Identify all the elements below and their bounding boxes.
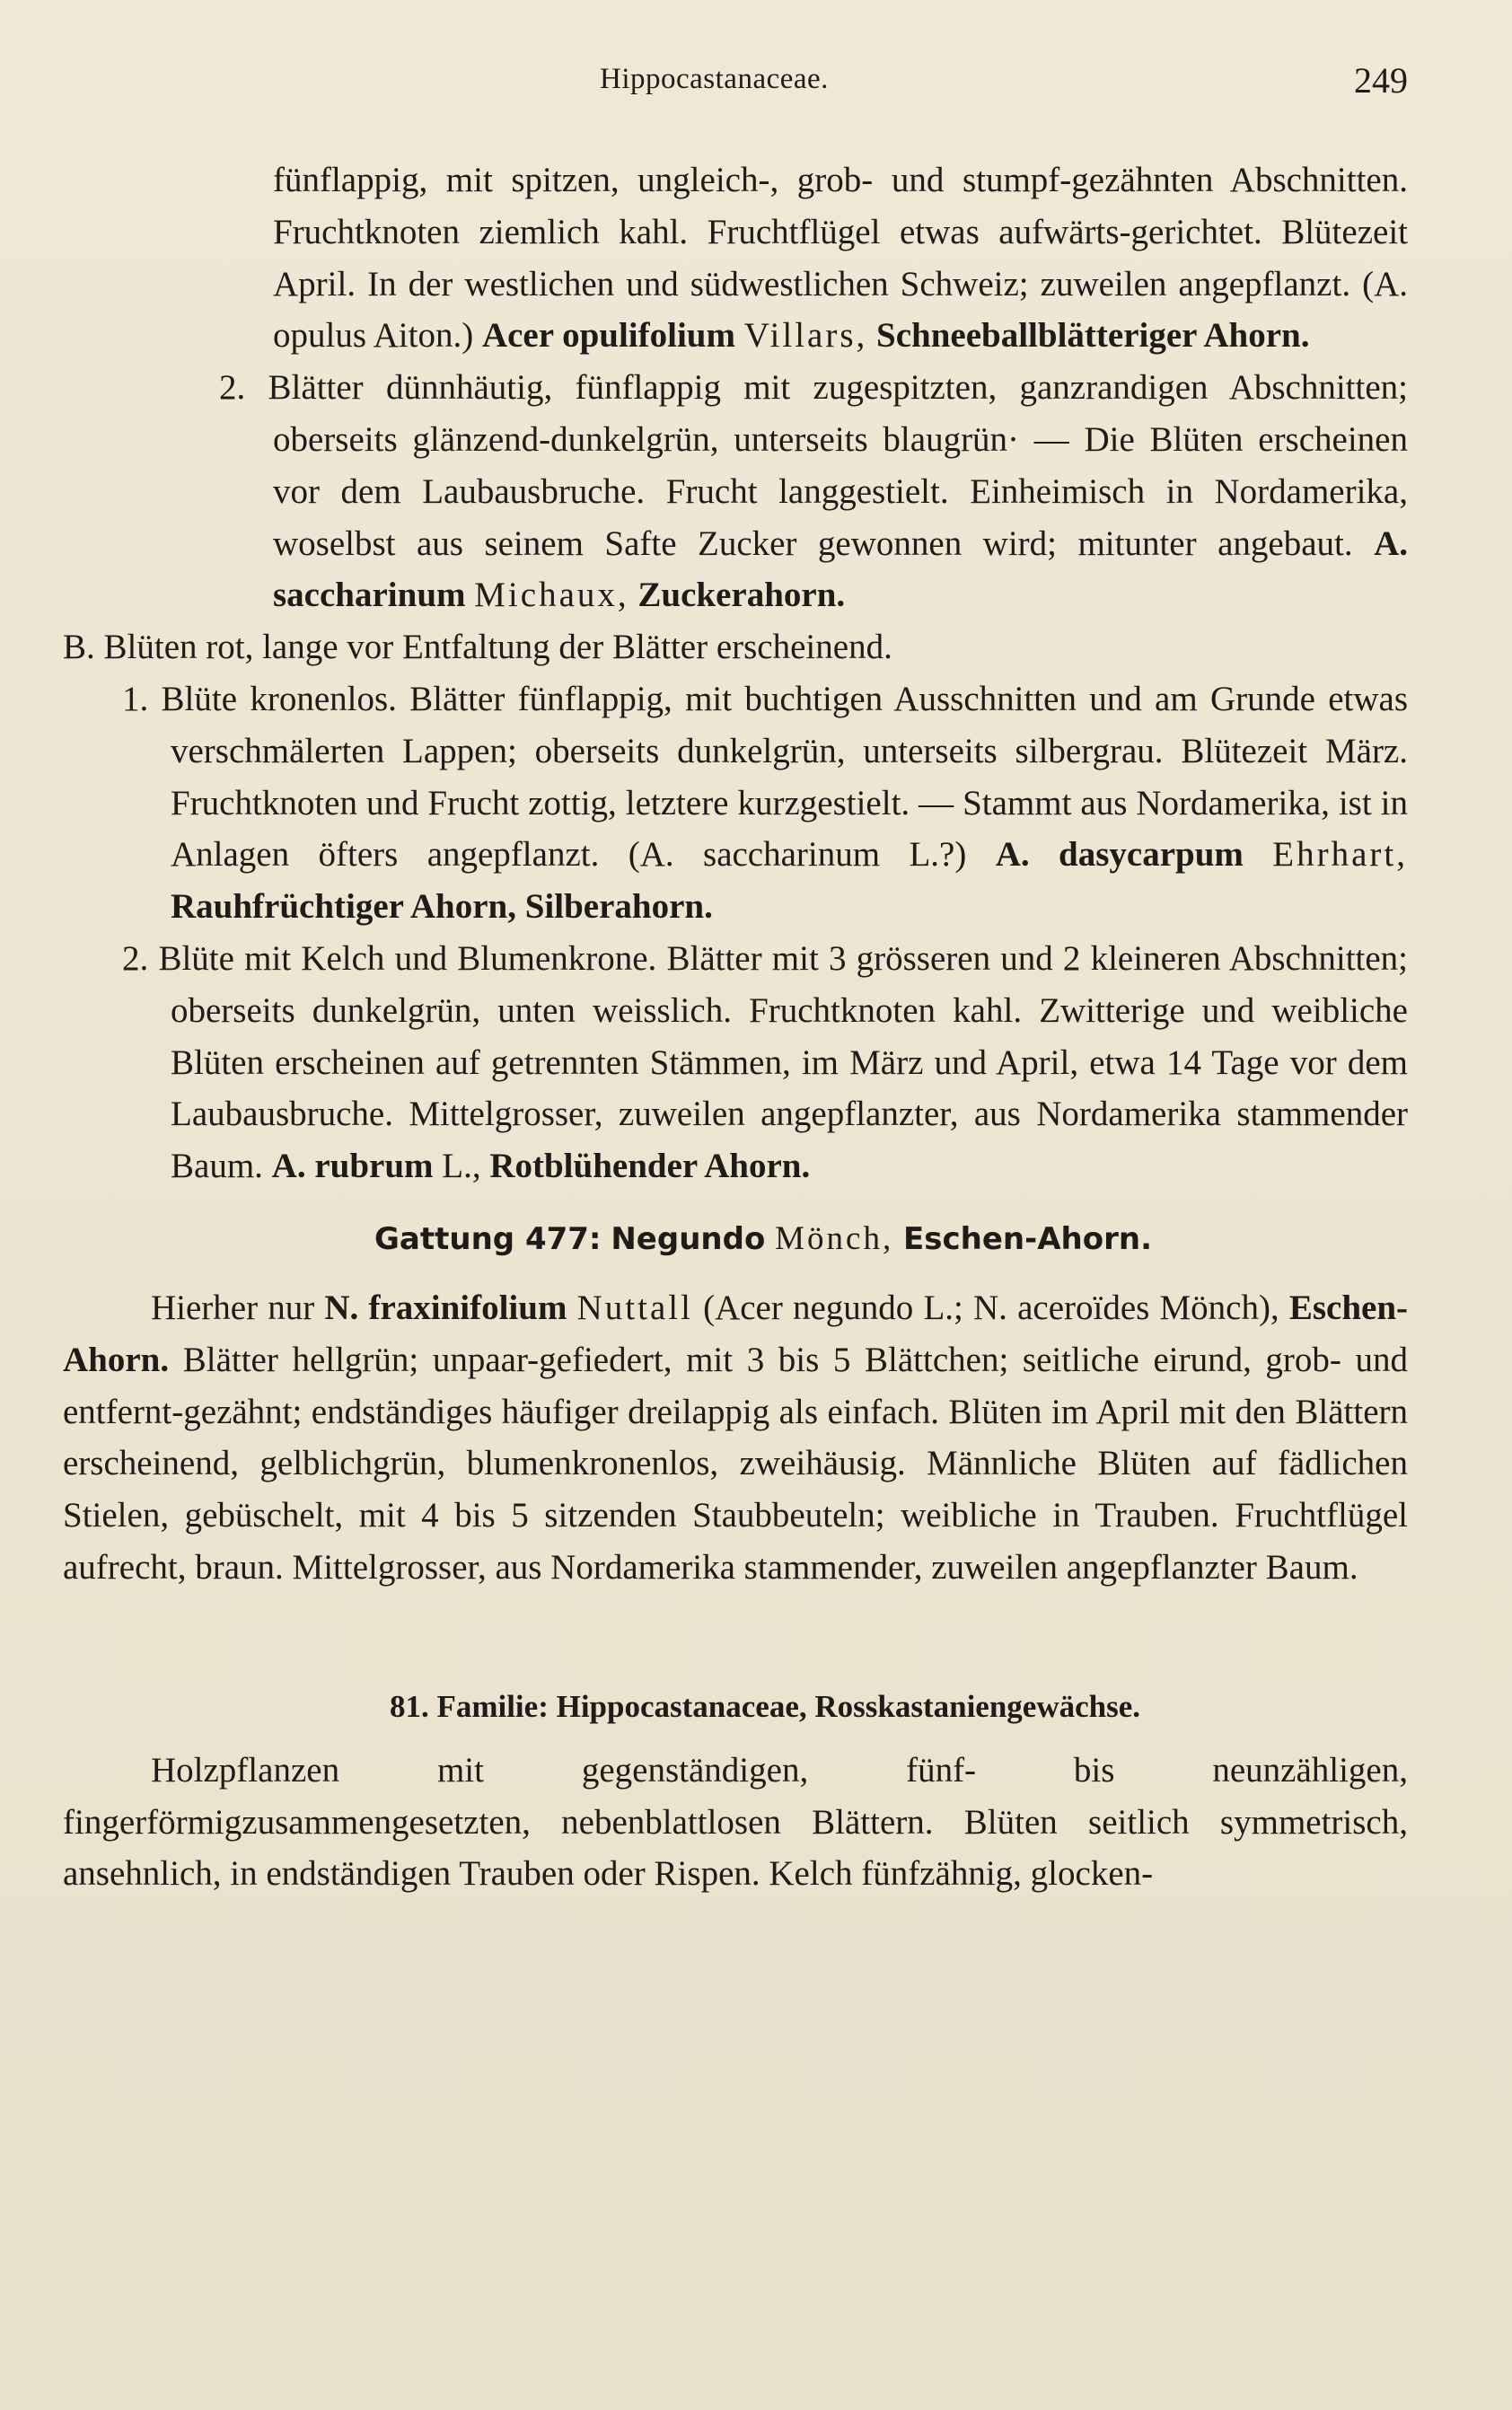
running-title: Hippocastanaceae. bbox=[600, 63, 829, 95]
common-name: Rotblühender Ahorn. bbox=[489, 1147, 811, 1186]
species-name: N. fraxinifolium bbox=[324, 1288, 567, 1327]
family-heading: 81. Familie: Hippocastanaceae, Rosskastaniengewächse. bbox=[389, 1688, 1141, 1724]
genus-heading bbox=[0, 1212, 1512, 1266]
common-name: Schneeballblätteriger Ahorn. bbox=[876, 316, 1310, 356]
item-number: 1. bbox=[122, 679, 149, 718]
page-text bbox=[0, 154, 1512, 1900]
paragraph-negundo bbox=[63, 1282, 1408, 1594]
genus-author: Mönch, bbox=[775, 1219, 894, 1257]
item-text: Blätter dünnhäutig, fünflappig mit zugespitzten, ganzrandigen Abschnitten; oberseits glänzend-dunkelgrün, unterseits blaugrün· — Die Blüten erscheinen vor dem Laubausbruche. Frucht langgestielt. Einheimisch in Nordamerika, woselbst aus seinem Safte Zucker gewonnen wird; mitunter angebaut. bbox=[268, 368, 1408, 563]
list-item-b2 bbox=[122, 933, 1409, 1192]
common-name: Rauhfrüchtiger Ahorn, Silberahorn. bbox=[171, 887, 713, 927]
paragraph-text: Blätter hellgrün; unpaar-gefiedert, mit 3 bis 5 Blättchen; seitliche eirund, grob- und entfernt-gezähnt; endständiges häufiger dreilappig als einfach. Blüten im April mit den Blättern erscheinend, gelblichgrün, blumenkronenlos, zweihäusig. Männliche Blüten auf fädlichen Stielen, gebüschelt, mit 4 bis 5 sitzenden Staubbeuteln; weibliche in Trauben. Fruchtflügel aufrecht, braun. Mittelgrosser, aus Nordamerika stammender, zuweilen angepflanzter Baum. bbox=[63, 1340, 1409, 1587]
list-item-a2 bbox=[219, 362, 1409, 621]
section-text: Blüten rot, lange vor Entfaltung der Blätter erscheinend. bbox=[103, 628, 892, 667]
species-name: A. rubrum bbox=[271, 1147, 434, 1186]
paragraph-acer-opulifolium bbox=[273, 154, 1408, 362]
genus-name: Negundo bbox=[611, 1220, 766, 1257]
species-author: Michaux, bbox=[474, 576, 629, 615]
common-name: Eschen-Ahorn. bbox=[63, 1288, 1409, 1379]
species-author: Ehrhart, bbox=[1272, 835, 1408, 875]
paragraph-intro: Hierher nur bbox=[151, 1288, 315, 1327]
genus-common-name: Eschen-Ahorn. bbox=[903, 1220, 1152, 1257]
list-item-b1 bbox=[122, 673, 1408, 933]
section-label: B. bbox=[63, 628, 95, 667]
species-author: Villars, bbox=[743, 316, 868, 356]
species-name: Acer opulifolium bbox=[481, 316, 735, 356]
species-name: A. saccharinum bbox=[273, 523, 1409, 615]
synonyms: (Acer negundo L.; N. aceroïdes Mönch), bbox=[703, 1288, 1279, 1327]
item-number: 2. bbox=[122, 938, 149, 978]
genus-label: Gattung 477: bbox=[374, 1220, 602, 1257]
species-author: Nuttall bbox=[576, 1288, 693, 1327]
page-number: 249 bbox=[1354, 60, 1408, 101]
page-header bbox=[0, 60, 1512, 108]
paragraph-text: fünflappig, mit spitzen, ungleich-, grob- und stumpf-gezähnten Abschnitten. Fruchtknoten ziemlich kahl. Fruchtflügel etwas aufwärts-gerichtet. Blütezeit April. In der westlichen und südwestlichen Schweiz; zuweilen angepflanzt. (A. opulus Aiton.) bbox=[273, 161, 1408, 356]
common-name: Zuckerahorn. bbox=[637, 576, 846, 615]
item-number: 2. bbox=[219, 368, 246, 408]
species-author: L., bbox=[442, 1147, 481, 1186]
paragraph-family: Holzpflanzen mit gegenständigen, fünf- bis neunzähligen, fingerförmigzusammengesetzten, nebenblattlosen Blättern. Blüten seitlich symmetrisch, ansehnlich, in endständigen Trauben oder Rispen. Kelch fünfzähnig, glocken- bbox=[63, 1750, 1408, 1894]
item-text: Blüte mit Kelch und Blumenkrone. Blätter mit 3 grösseren und 2 kleineren Abschnitten; oberseits dunkelgrün, unten weisslich. Fruchtknoten kahl. Zwitterige und weibliche Blüten erscheinen auf getrennten Stämmen, im März und April, etwa 14 Tage vor dem Laubausbruche. Mittelgrosser, zuweilen angepflanzter, aus Nordamerika stammender Baum. bbox=[158, 938, 1409, 1186]
species-name: A. dasycarpum bbox=[995, 835, 1244, 875]
item-text: Blüte kronenlos. Blätter fünflappig, mit buchtigen Ausschnitten und am Grunde etwas verschmälerten Lappen; oberseits dunkelgrün, unterseits silbergrau. Blütezeit März. Fruchtknoten und Frucht zottig, letztere kurzgestielt. — Stammt aus Nordamerika, ist in Anlagen öfters angepflanzt. (A. saccharinum L.?) bbox=[161, 679, 1408, 875]
section-b bbox=[63, 621, 1408, 673]
